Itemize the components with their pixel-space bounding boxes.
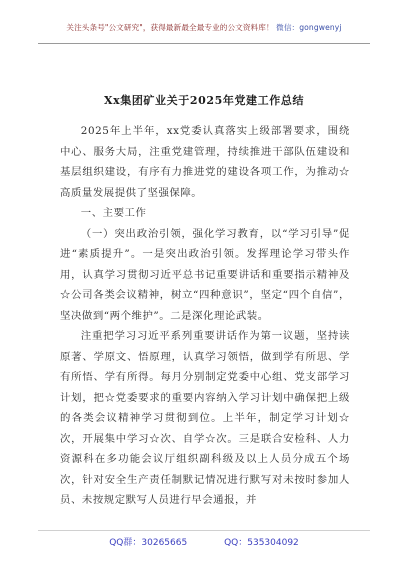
body-paragraph: 注重把学习习近平系列重要讲话作为第一议题，坚持读原著、学原文、悟原理，认真学习领悟，做到学有所思、学有所悟、学有所得。每月分别制定党委中心组、党支部学习计划，把☆党委要求的重要内容纳入学习计划中确保把上级的各类会议精神学习贯彻到位。上半年，制定学习计划☆次，开展集中学习☆次、自学☆次。三是联合安检科、人力资源科在多功能会议厅组织副科级及以上人员分成五个场次，针对安全生产责任制默记情况进行默写对未按时参加人员、未按规定默写人员进行早会通报，并 bbox=[60, 330, 350, 506]
footer-contact bbox=[0, 535, 408, 548]
banner-promo-text: 关注头条号"公文研究"，获得最新最全最专业的公文资料库！ bbox=[66, 23, 274, 32]
intro-paragraph: 2025年上半年，xx党委认真落实上级部署要求，围绕中心、服务大局，注重党建管理，持续推进干部队伍建设和基层组织建设，有序有力推进党的建设各项工作，为推动☆高质量发展提供了坚强保障。 bbox=[60, 125, 350, 199]
header-divider bbox=[38, 43, 370, 44]
footer-qq-number: QQ：535304092 bbox=[224, 538, 299, 548]
document-body bbox=[60, 121, 350, 511]
header-banner bbox=[0, 22, 408, 33]
document-title: Xx集团矿业关于2025年党建工作总结 bbox=[103, 94, 305, 107]
footer-divider bbox=[38, 530, 370, 531]
section-heading: 一、主要工作 bbox=[80, 207, 147, 219]
footer-qq-group: QQ群：30265665 bbox=[109, 538, 188, 548]
banner-wechat-text: 微信：gongwenyj bbox=[276, 23, 342, 32]
body-paragraph: （一）突出政治引领，强化学习教育，以“学习引导”促进“素质提升”。一是突出政治引领。发挥理论学习带头作用，认真学习贯彻习近平总书记重要讲话和重要指示精神及☆公司各类会议精神，树立“四种意识”，坚定“四个自信”，坚决做到“两个维护”。二是深化理论武装。 bbox=[60, 227, 350, 322]
